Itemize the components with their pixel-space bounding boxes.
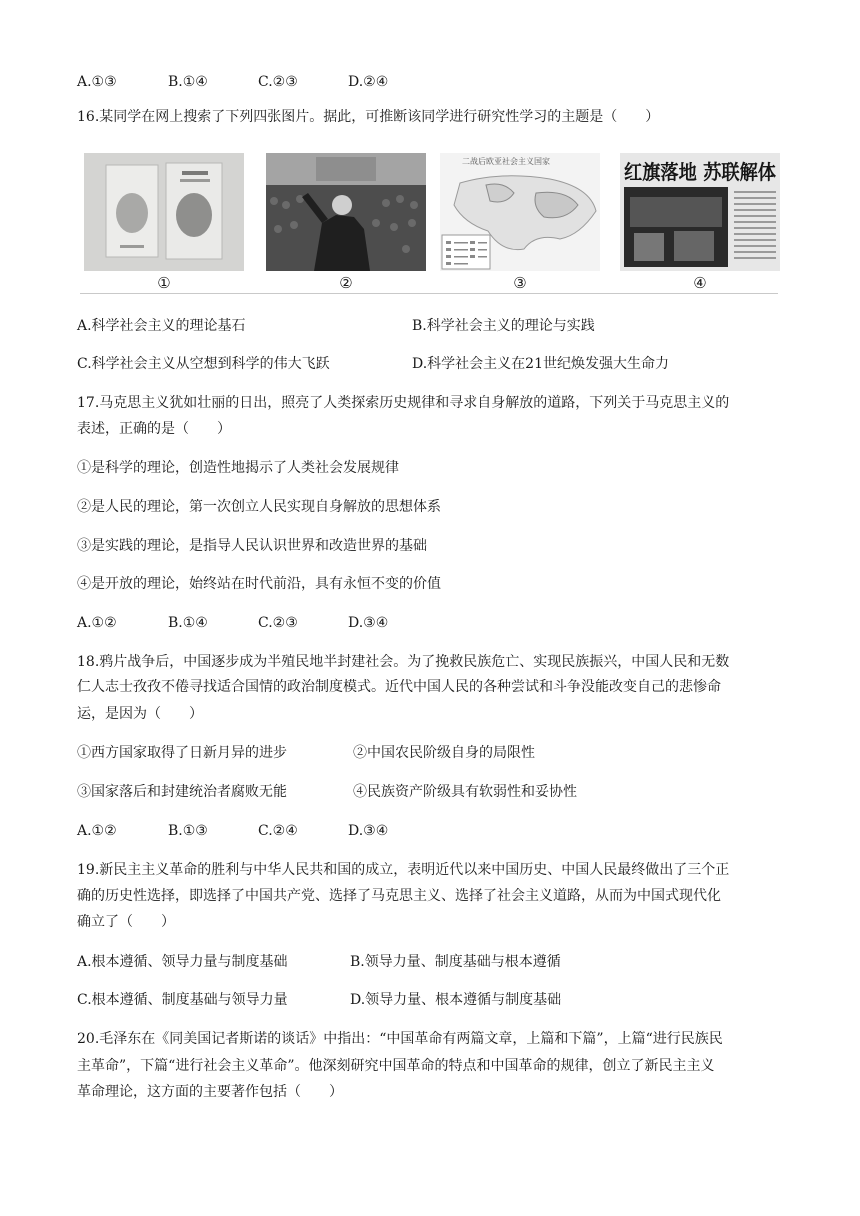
q16-image-4-label: ④ <box>693 274 707 292</box>
q16-image-2-crowd <box>266 153 426 271</box>
q18-statement-2: ②中国农民阶级自身的局限性 <box>353 745 535 761</box>
q18-option-a[interactable]: A.①② <box>77 823 117 839</box>
q18-stem-line-1: 18.鸦片战争后，中国逐步成为半殖民地半封建社会。为了挽救民族危亡、实现民族振兴，中国人民和无数 <box>77 654 730 670</box>
q16-image-1-books <box>84 153 244 271</box>
q19-stem-line-3: 确立了（ ） <box>77 914 175 930</box>
q19-option-a[interactable]: A.根本遵循、领导力量与制度基础 <box>77 954 288 970</box>
q15-option-b[interactable]: B.①④ <box>168 74 208 90</box>
q18-statement-1: ①西方国家取得了日新月异的进步 <box>77 745 287 761</box>
q16-option-d[interactable]: D.科学社会主义在21世纪焕发强大生命力 <box>412 356 669 372</box>
q16-image-4-headline: 红旗落地 苏联解体 <box>624 160 776 184</box>
q16-option-a[interactable]: A.科学社会主义的理论基石 <box>77 318 246 334</box>
q15-option-d[interactable]: D.②④ <box>348 74 389 90</box>
q16-image-row <box>80 150 778 294</box>
q19-option-d[interactable]: D.领导力量、根本遵循与制度基础 <box>350 992 562 1008</box>
q16-image-3-label: ③ <box>513 274 527 292</box>
q18-option-c[interactable]: C.②④ <box>258 823 298 839</box>
q17-option-b[interactable]: B.①④ <box>168 615 208 631</box>
q16-image-1-label: ① <box>157 274 171 292</box>
q16-image-3-map <box>440 153 600 271</box>
q17-statement-2: ②是人民的理论，第一次创立人民实现自身解放的思想体系 <box>77 499 441 515</box>
q20-stem-line-3: 革命理论，这方面的主要著作包括（ ） <box>77 1084 343 1100</box>
q19-stem-line-2: 确的历史性选择，即选择了中国共产党、选择了马克思主义、选择了社会主义道路，从而为中国式现代化 <box>77 888 721 904</box>
q17-statement-1: ①是科学的理论，创造性地揭示了人类社会发展规律 <box>77 460 399 476</box>
q20-stem-line-2: 主革命”，下篇“进行社会主义革命”。他深刻研究中国革命的特点和中国革命的规律，创立了新民主主义 <box>77 1058 715 1074</box>
q18-statement-3: ③国家落后和封建统治者腐败无能 <box>77 784 287 800</box>
q18-option-b[interactable]: B.①③ <box>168 823 208 839</box>
q20-stem-line-1: 20.毛泽东在《同美国记者斯诺的谈话》中指出：“中国革命有两篇文章，上篇和下篇”，上篇“进行民族民 <box>77 1031 723 1047</box>
q16-image-3-caption: 二战后欧亚社会主义国家 <box>462 157 550 166</box>
q17-stem-line-1: 17.马克思主义犹如壮丽的日出，照亮了人类探索历史规律和寻求自身解放的道路，下列关于马克思主义的 <box>77 395 730 411</box>
q16-image-2-label: ② <box>339 274 353 292</box>
q18-statement-4: ④民族资产阶级具有软弱性和妥协性 <box>353 784 577 800</box>
q16-option-b[interactable]: B.科学社会主义的理论与实践 <box>412 318 595 334</box>
q17-option-d[interactable]: D.③④ <box>348 615 389 631</box>
q17-stem-line-2: 表述，正确的是（ ） <box>77 421 231 437</box>
q18-stem-line-3: 运，是因为（ ） <box>77 706 203 722</box>
q18-stem-line-2: 仁人志士孜孜不倦寻找适合国情的政治制度模式。近代中国人民的各种尝试和斗争没能改变自己的悲惨命 <box>77 679 721 695</box>
q17-statement-3: ③是实践的理论，是指导人民认识世界和改造世界的基础 <box>77 538 427 554</box>
q16-option-c[interactable]: C.科学社会主义从空想到科学的伟大飞跃 <box>77 356 330 372</box>
q19-stem-line-1: 19.新民主主义革命的胜利与中华人民共和国的成立，表明近代以来中国历史、中国人民最终做出了三个正 <box>77 862 730 878</box>
q17-option-c[interactable]: C.②③ <box>258 615 298 631</box>
q19-option-c[interactable]: C.根本遵循、制度基础与领导力量 <box>77 992 288 1008</box>
q19-option-b[interactable]: B.领导力量、制度基础与根本遵循 <box>350 954 561 970</box>
q17-statement-4: ④是开放的理论，始终站在时代前沿，具有永恒不变的价值 <box>77 576 441 592</box>
q15-option-c[interactable]: C.②③ <box>258 74 298 90</box>
q18-option-d[interactable]: D.③④ <box>348 823 389 839</box>
q17-option-a[interactable]: A.①② <box>77 615 117 631</box>
q16-image-4-newspaper <box>620 153 780 271</box>
q15-option-a[interactable]: A.①③ <box>77 74 117 90</box>
q16-stem: 16.某同学在网上搜索了下列四张图片。据此，可推断该同学进行研究性学习的主题是（ ） <box>77 109 660 125</box>
